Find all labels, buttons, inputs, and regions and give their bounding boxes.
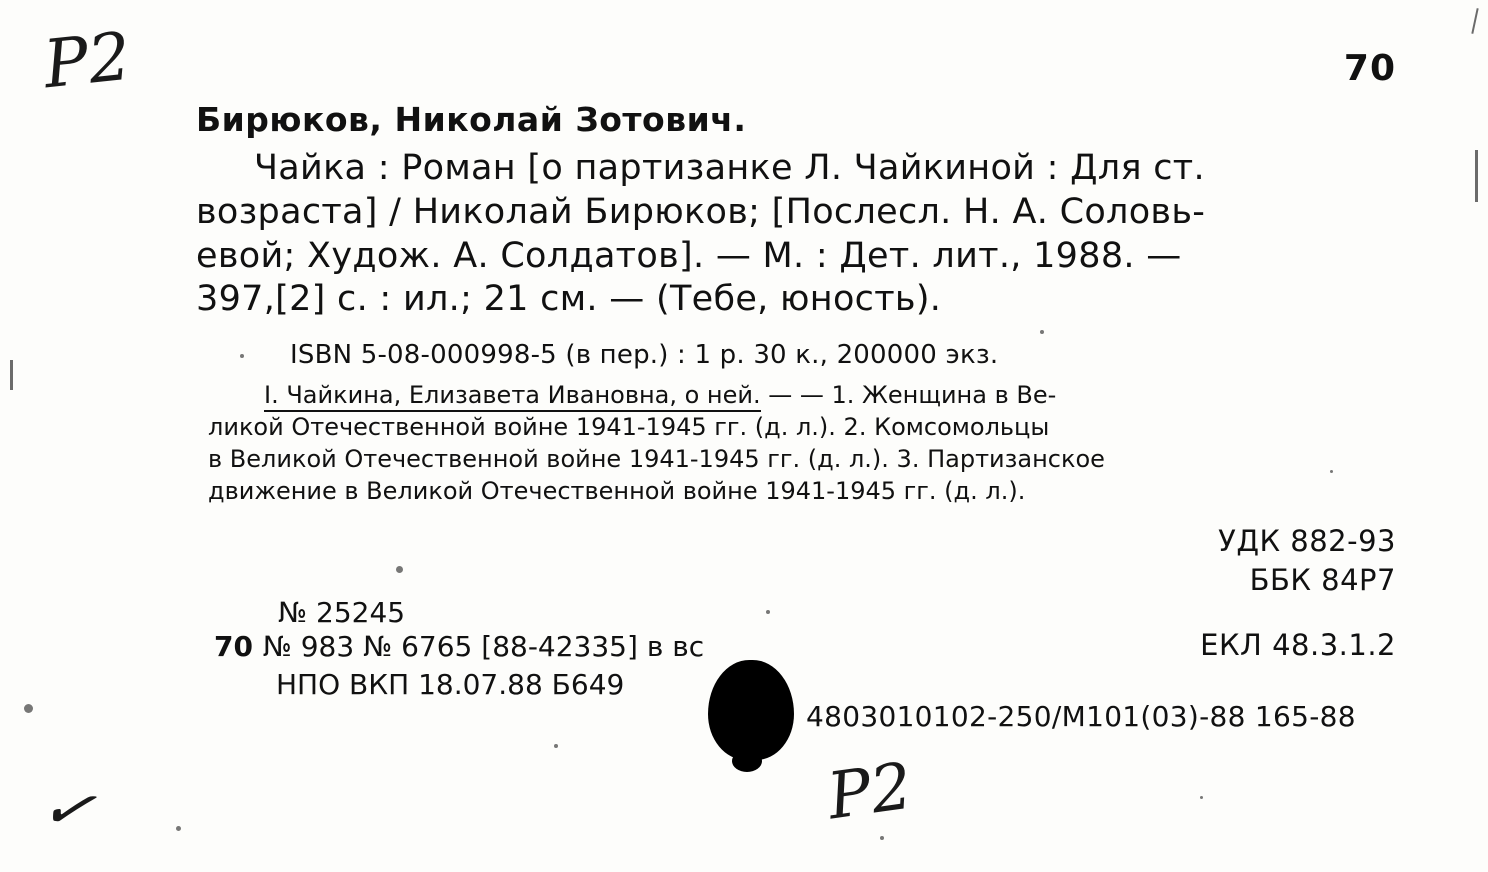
scan-speck bbox=[240, 354, 244, 358]
subject-underlined-segment: I. Чайкина, Елизавета Ивановна, о ней. bbox=[264, 381, 761, 412]
title-statement bbox=[196, 147, 1396, 322]
edge-artifact bbox=[1471, 8, 1478, 34]
classification-codes bbox=[1218, 522, 1396, 600]
subject-line: в Великой Отечественной войне 1941-1945 гг. (д. л.). 3. Партизанское bbox=[208, 444, 1105, 473]
subject-tracings bbox=[208, 380, 1398, 508]
edge-artifact bbox=[10, 360, 13, 390]
handwritten-mark-bottom-right: Р2 bbox=[823, 749, 917, 835]
scan-speck bbox=[554, 744, 558, 748]
handwritten-check-mark: ✓ bbox=[35, 773, 100, 846]
title-line: возраста] / Николай Бирюков; [Послесл. Н. А. Соловь- bbox=[196, 191, 1206, 232]
bibliographic-record bbox=[196, 100, 1396, 322]
scan-speck bbox=[176, 826, 181, 831]
accession-body: № 983 № 6765 [88-42335] в вс bbox=[262, 630, 705, 663]
isbn-statement: ISBN 5-08-000998-5 (в пер.) : 1 р. 30 к., 200000 экз. bbox=[290, 340, 999, 370]
subject-line: ликой Отечественной войне 1941-1945 гг. (д. л.). 2. Комсомольцы bbox=[208, 412, 1050, 441]
subject-line-rest: — — 1. Женщина в Ве- bbox=[760, 381, 1057, 409]
scan-speck bbox=[1200, 796, 1203, 799]
udk-code: УДК 882-93 bbox=[1218, 524, 1396, 558]
scan-speck bbox=[396, 566, 403, 573]
subject-line: движение в Великой Отечественной войне 1941-1945 гг. (д. л.). bbox=[208, 476, 1026, 505]
scan-speck bbox=[880, 836, 884, 840]
scan-speck bbox=[24, 704, 33, 713]
ink-blot-artifact bbox=[708, 660, 794, 760]
subject-line bbox=[208, 380, 1398, 412]
imprint-code: 4803010102-250/М101(03)-88 165-88 bbox=[806, 700, 1356, 733]
title-line: 397,[2] с. : ил.; 21 см. — (Тебе, юность). bbox=[196, 279, 942, 320]
bbk-code: ББК 84Р7 bbox=[1249, 563, 1396, 598]
title-line: евой; Худож. А. Солдатов]. — М. : Дет. лит., 1988. — bbox=[196, 235, 1182, 276]
page-number: 70 bbox=[1343, 48, 1396, 89]
ekl-code: ЕКЛ 48.3.1.2 bbox=[1200, 628, 1396, 662]
scan-speck bbox=[1330, 470, 1333, 473]
title-line: Чайка : Роман [о партизанке Л. Чайкиной : Для ст. bbox=[254, 148, 1205, 188]
supplier-line: НПО ВКП 18.07.88 Б649 bbox=[276, 668, 625, 701]
edge-artifact bbox=[1475, 150, 1478, 202]
scan-speck bbox=[766, 610, 770, 614]
accession-numbers bbox=[214, 630, 704, 663]
author-heading: Бирюков, Николай Зотович. bbox=[196, 100, 747, 139]
handwritten-mark-top-left: Р2 bbox=[40, 17, 135, 104]
record-number: № 25245 bbox=[278, 596, 406, 629]
accession-prefix: 70 bbox=[214, 630, 253, 663]
scan-speck bbox=[1040, 330, 1044, 334]
